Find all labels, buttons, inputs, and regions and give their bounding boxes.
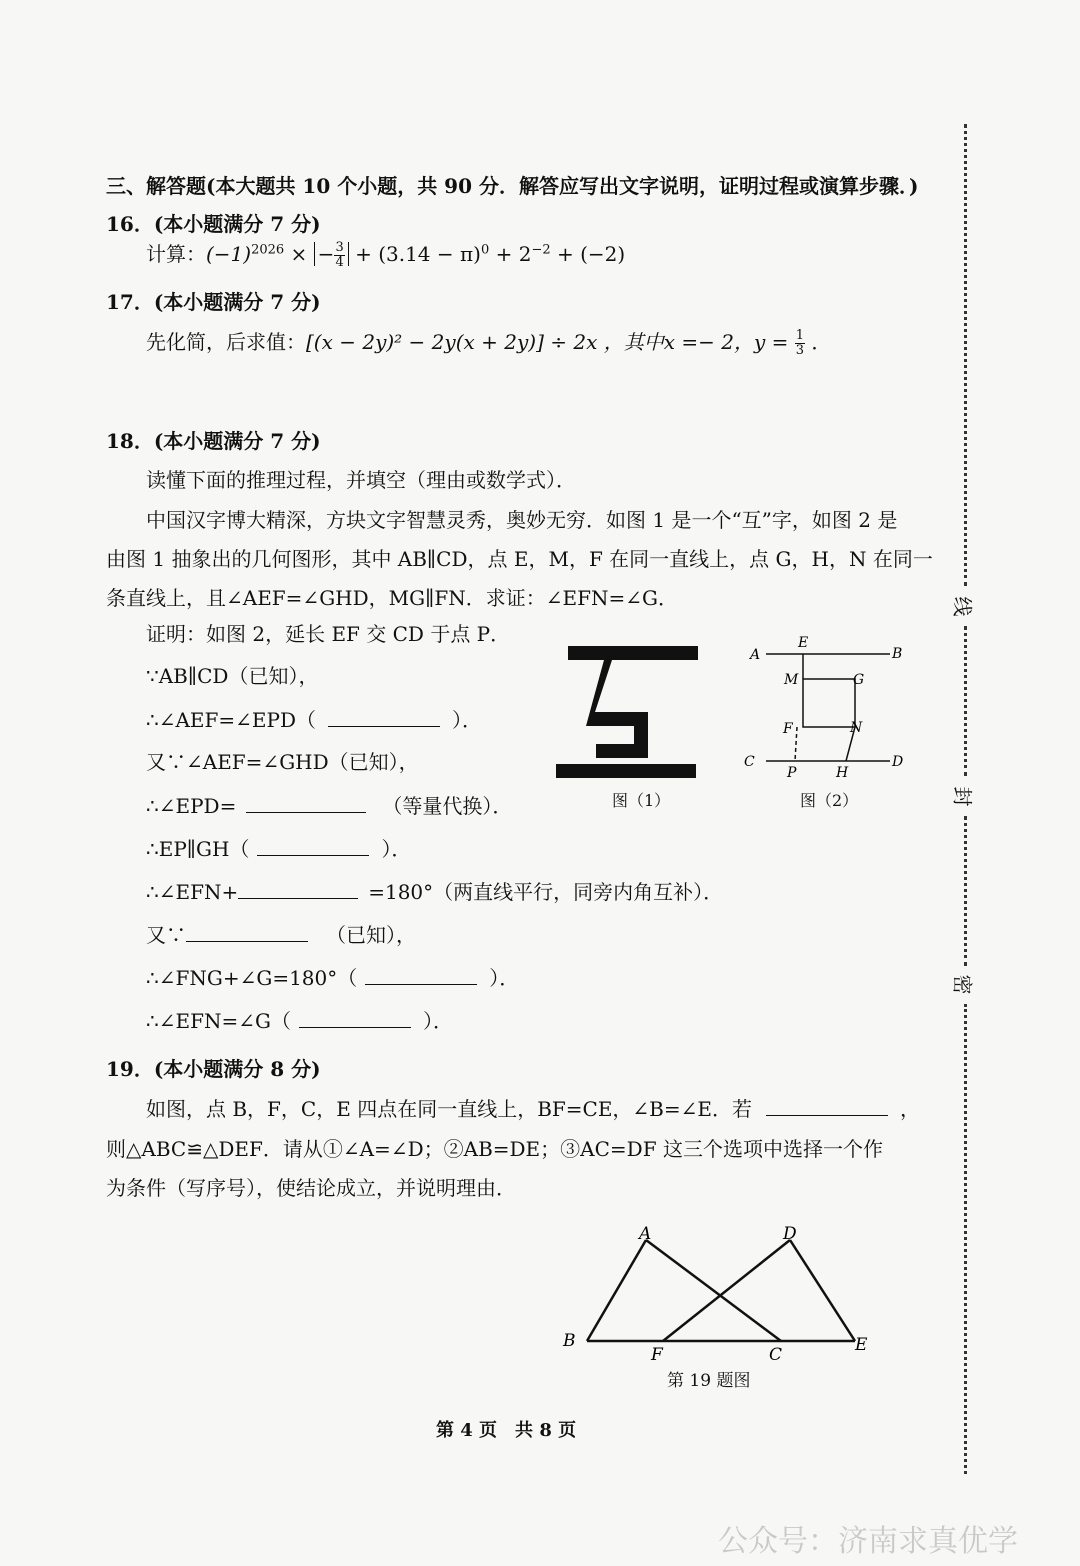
q17-frac-den: 3	[795, 343, 805, 358]
q19-label-f: F	[651, 1345, 663, 1365]
q16-term-a-exp: 2026	[251, 242, 285, 258]
binding-char-xian: 线	[950, 596, 975, 617]
binding-dotted-line-4	[964, 1004, 967, 1474]
q19-option-3-marker: ③	[560, 1137, 581, 1161]
q18-line6-post: =180°（两直线平行，同旁内角互补）．	[368, 880, 724, 904]
fig2-label-c: C	[744, 754, 755, 770]
q16-times: ×	[290, 242, 308, 266]
fig2-label-d: D	[892, 754, 904, 770]
q19-option-1-marker: ①	[322, 1137, 343, 1161]
q19-figure	[555, 1218, 885, 1368]
q17-expression	[146, 326, 831, 358]
q16-title: 16．(本小题满分 7 分)	[106, 212, 321, 236]
watermark-text: 公众号：济南求真优学	[718, 1524, 1018, 1559]
q19-line-ba	[587, 1240, 646, 1341]
section-heading: 三、解答题(本大题共 10 个小题，共 90 分．解答应写出文字说明，证明过程或演算步骤．)	[106, 174, 919, 198]
q19-blank[interactable]	[766, 1097, 888, 1116]
q18-blank-2[interactable]	[246, 794, 366, 813]
q18-intro: 读懂下面的推理过程，并填空（理由或数学式）．	[146, 468, 576, 492]
binding-dotted-line-2	[964, 626, 967, 776]
q18-proof-line-6	[146, 876, 723, 905]
q18-proof-intro: 证明：如图 2，延长 EF 交 CD 于点 P．	[146, 622, 511, 646]
q18-fig1-caption: 图（1）	[612, 791, 671, 810]
q19-option-2-marker: ②	[443, 1137, 464, 1161]
fig2-line-fp	[795, 727, 797, 761]
q18-para1: 中国汉字博大精深，方块文字智慧灵秀，奥妙无穷．如图 1 是一个“互”字，如图 2 是	[146, 508, 898, 532]
fig2-label-m: M	[784, 672, 799, 688]
q18-title: 18．(本小题满分 7 分)	[106, 429, 321, 453]
q18-blank-5[interactable]	[186, 923, 308, 942]
fig2-label-f: F	[783, 721, 793, 737]
q19-option-2: AB=DE；	[463, 1137, 561, 1161]
q19-line-1	[146, 1093, 920, 1122]
q16-term-a: (−1)	[206, 242, 252, 266]
q16-prefix: 计算：	[146, 242, 206, 266]
q18-proof-line-3	[146, 746, 419, 775]
q19-line1-text: 如图，点 B，F，C，E 四点在同一直线上，BF=CE，∠B=∠E．若	[146, 1097, 752, 1121]
fig2-label-n: N	[850, 720, 863, 736]
q16-term-c-exp: 0	[480, 242, 490, 258]
fig1-top-bar	[568, 646, 698, 660]
q18-line8-post: ）．	[489, 966, 520, 990]
q18-line5-post: ）．	[381, 837, 412, 861]
binding-char-feng: 封	[950, 786, 975, 807]
binding-dotted-line-1	[964, 124, 967, 586]
q18-line7-post: （已知），	[326, 923, 416, 947]
q16-term-d: + 2	[495, 242, 532, 266]
q18-blank-3[interactable]	[257, 837, 369, 856]
q17-prefix: 先化简，后求值：	[146, 330, 306, 354]
binding-char-mi: 密	[950, 974, 975, 995]
q19-line-2	[106, 1133, 883, 1162]
q19-label-e: E	[855, 1335, 868, 1355]
q19-line-3: 为条件（写序号），使结论成立，并说明理由．	[106, 1176, 516, 1200]
q19-option-1: ∠A=∠D；	[342, 1137, 444, 1161]
q17-suffix: ．	[811, 330, 832, 354]
q16-abs: − $\frac{3}{4}$	[314, 242, 349, 266]
q18-blank-7[interactable]	[299, 1009, 411, 1028]
q18-line8-text: ∴∠FNG+∠G=180°（	[146, 966, 358, 990]
q18-line5-text: ∴EP∥GH（	[146, 837, 250, 861]
q18-proof-line-4	[146, 790, 512, 819]
binding-dotted-line-3	[964, 816, 967, 966]
q16-abs-num: 3	[335, 240, 344, 255]
q18-proof-line-7	[146, 919, 416, 948]
q18-proof-line-1	[146, 660, 318, 689]
q17-expr: [(x − 2y)² − 2y(x + 2y)] ÷ 2x ，其中x =− 2，y =	[306, 330, 789, 354]
q16-term-e: + (−2)	[556, 242, 626, 266]
fig2-label-h: H	[836, 765, 849, 777]
q18-proof-line-8	[146, 962, 519, 991]
q18-line9-text: ∴∠EFN=∠G（	[146, 1009, 291, 1033]
fig1-bottom-bar	[556, 764, 696, 778]
q17-title: 17．(本小题满分 7 分)	[106, 290, 321, 314]
fig2-label-g: G	[853, 672, 865, 688]
fig1-middle-stroke	[586, 660, 648, 758]
q18-proof-line-5	[146, 833, 411, 862]
q18-blank-4[interactable]	[238, 880, 358, 899]
q18-blank-6[interactable]	[365, 966, 477, 985]
page-footer: 第 4 页 共 8 页	[436, 1420, 577, 1441]
q19-fig-caption: 第 19 题图	[667, 1371, 751, 1391]
q19-option-3: AC=DF 这三个选项中选择一个作	[580, 1137, 883, 1161]
q18-line1-text: ∵AB∥CD（已知），	[146, 664, 319, 688]
q18-line4-post: （等量代换）．	[382, 794, 513, 818]
q16-expression	[146, 238, 625, 270]
q18-line3-text: 又∵∠AEF=∠GHD（已知），	[146, 750, 419, 774]
q19-title: 19．(本小题满分 8 分)	[106, 1057, 321, 1081]
q19-label-b: B	[563, 1331, 576, 1351]
q18-proof-line-2	[146, 704, 482, 733]
q18-figure-2	[740, 632, 910, 777]
q19-line-ac	[646, 1240, 781, 1341]
q18-line2-text: ∴∠AEF=∠EPD（	[146, 708, 317, 732]
q18-line6-text: ∴∠EFN+	[146, 880, 239, 904]
q17-frac-num: 1	[795, 328, 805, 343]
q18-blank-1[interactable]	[328, 708, 440, 727]
q19-line1-post: ，	[900, 1097, 920, 1121]
q18-line7-text: 又∵	[146, 923, 186, 947]
fig2-label-e: E	[798, 635, 809, 651]
fig2-rect-mgnf	[803, 679, 855, 727]
q16-abs-den: 4	[335, 255, 344, 270]
q16-term-d-exp: −2	[531, 242, 551, 258]
q19-line2-text: 则△ABC≌△DEF．请从	[106, 1137, 323, 1161]
q18-line9-post: ）．	[422, 1009, 453, 1033]
q19-label-c: C	[769, 1345, 783, 1365]
fig2-label-b: B	[892, 646, 903, 662]
q18-line2-post: ）．	[452, 708, 483, 732]
q18-line4-text: ∴∠EPD=	[146, 794, 237, 818]
q18-para3: 条直线上，且∠AEF=∠GHD，MG∥FN．求证：∠EFN=∠G．	[106, 586, 678, 610]
q19-line-fd	[663, 1240, 790, 1341]
q16-term-c: + (3.14 − π)	[355, 242, 481, 266]
q18-proof-line-9	[146, 1005, 453, 1034]
q18-fig2-caption: 图（2）	[800, 791, 859, 810]
fig2-label-p: P	[787, 765, 797, 777]
q19-line-de	[790, 1240, 855, 1341]
q19-label-d: D	[783, 1224, 797, 1244]
q19-label-a: A	[639, 1224, 652, 1244]
q18-para2: 由图 1 抽象出的几何图形，其中 AB∥CD，点 E，M，F 在同一直线上，点 G，H，N 在同一	[106, 547, 933, 571]
fig2-label-a: A	[750, 647, 761, 663]
